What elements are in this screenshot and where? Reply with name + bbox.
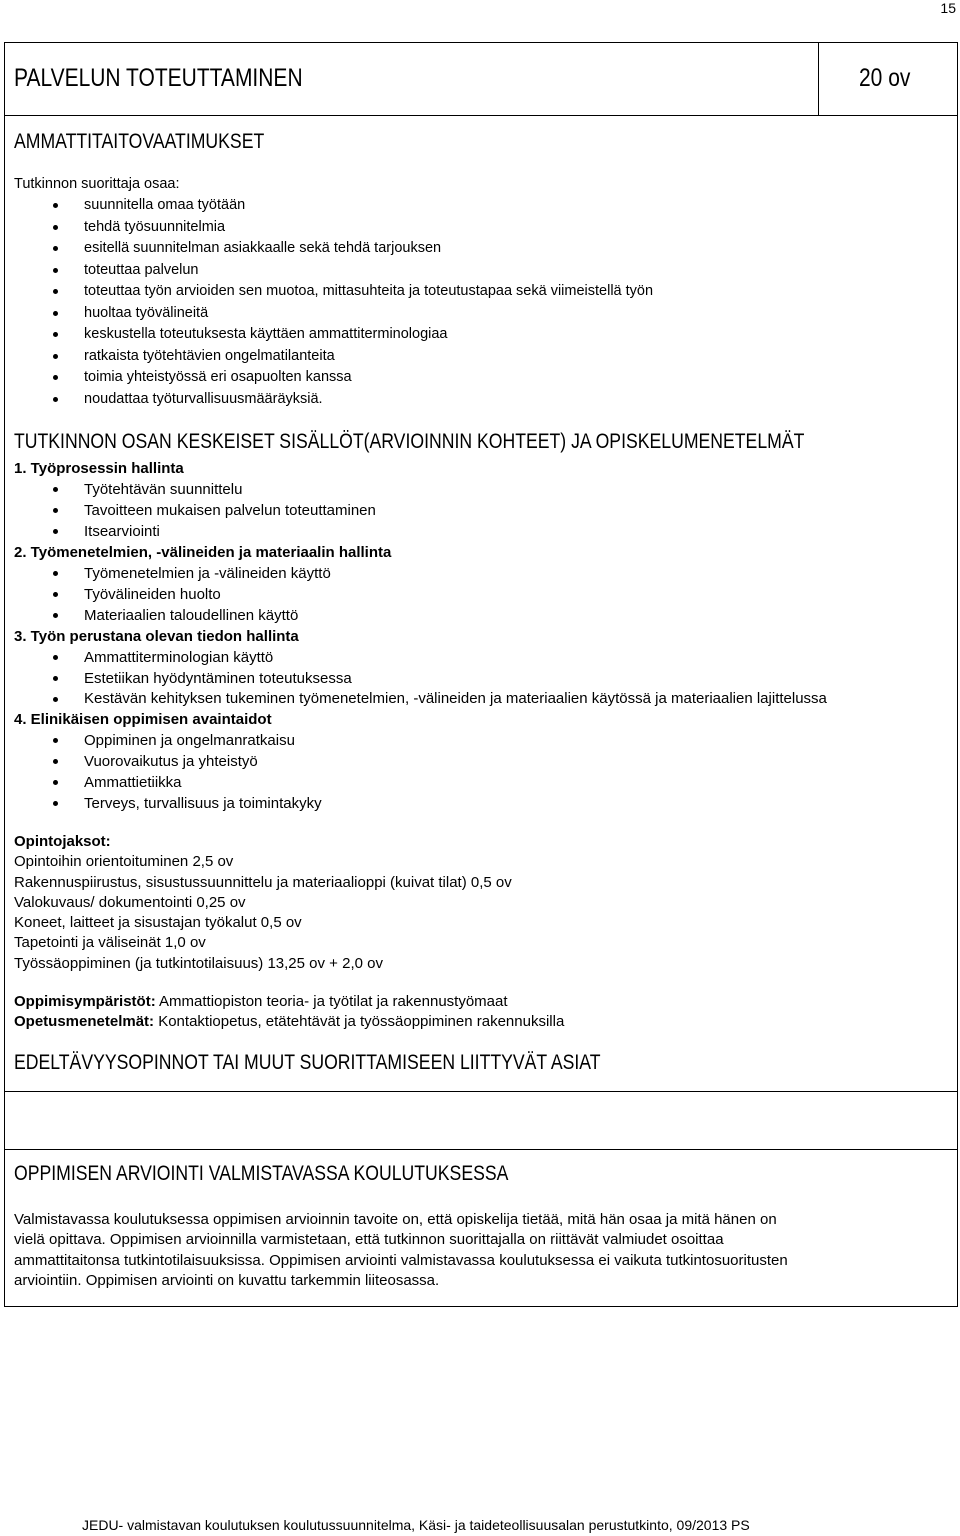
module-table: [4, 42, 958, 1307]
list-item: noudattaa työturvallisuusmääräyksiä.: [14, 389, 948, 411]
study-unit-line: Tapetointi ja väliseinät 1,0 ov: [14, 934, 206, 952]
content-group-list: [14, 647, 948, 709]
list-item: Oppiminen ja ongelmanratkaisu: [14, 730, 948, 751]
list-item: Tavoitteen mukaisen palvelun toteuttaminen: [14, 500, 948, 521]
study-units-label: Opintojaksot:: [14, 833, 111, 850]
methods-label: Opetusmenetelmät:: [14, 1013, 155, 1031]
content-group-title: 2. Työmenetelmien, -välineiden ja materiaalin hallinta: [14, 544, 392, 561]
learning-info: [14, 992, 948, 1033]
list-item: ratkaista työtehtävien ongelmatilanteita: [14, 346, 948, 368]
learning-environments: [14, 992, 948, 1012]
list-item: huoltaa työvälineitä: [14, 303, 948, 325]
list-item: Vuorovaikutus ja yhteistyö: [14, 751, 948, 772]
list-item: toteuttaa palvelun: [14, 260, 948, 282]
study-unit-line: Rakennuspiirustus, sisustussuunnittelu ja materiaalioppi (kuivat tilat) 0,5 ov: [14, 873, 512, 891]
prerequisites-heading: EDELTÄVYYSOPINNOT TAI MUUT SUORITTAMISEEN LIITTYVÄT ASIAT: [14, 1050, 601, 1074]
study-unit-line: Koneet, laitteet ja sisustajan työkalut 0,5 ov: [14, 914, 302, 932]
requirements-lead: Tutkinnon suorittaja osaa:: [14, 176, 180, 192]
content-group-list: [14, 563, 948, 626]
list-item: Ammattietiikka: [14, 772, 948, 793]
content-group-list: [14, 479, 948, 542]
page-footer: JEDU- valmistavan koulutuksen koulutussuunnitelma, Käsi- ja taideteollisuusalan perustutkinto, 09/2013 PS: [82, 1517, 750, 1533]
list-item: Itsearviointi: [14, 521, 948, 542]
evaluation-line: Valmistavassa koulutuksessa oppimisen arvioinnin tavoite on, että opiskelija tietää, mitä hän osaa ja mitä hänen on: [14, 1210, 777, 1228]
credits-cell: [818, 43, 957, 115]
list-item: Estetiikan hyödyntäminen toteutuksessa: [14, 668, 948, 689]
evaluation-heading-wrap: [14, 1160, 948, 1188]
study-unit-line: Työssäoppiminen (ja tutkintotilaisuus) 13,25 ov + 2,0 ov: [14, 954, 383, 972]
contents-heading: TUTKINNON OSAN KESKEISET SISÄLLÖT(ARVIOINNIN KOHTEET) JA OPISKELUMENETELMÄT: [14, 430, 805, 453]
requirements-heading-wrap: [14, 128, 948, 156]
study-unit-line: Opintoihin orientoituminen 2,5 ov: [14, 853, 234, 871]
prerequisites-content-cell: [5, 1092, 957, 1150]
module-title-cell: [5, 43, 818, 115]
list-item: tehdä työsuunnitelmia: [14, 217, 948, 239]
evaluation-text: [14, 1210, 948, 1292]
list-item: Kestävän kehityksen tukeminen työmenetelmien, -välineiden ja materiaalien käytössä ja materiaalien lajittelussa: [14, 689, 948, 709]
evaluation-line: vielä opittava. Oppimisen arvioinnilla varmistetaan, että tutkinnon suorittajalla on riittävät valmiudet osoittaa: [14, 1231, 724, 1249]
list-item: toteuttaa työn arvioiden sen muotoa, mittasuhteita ja toteutustapaa sekä viimeistellä työn: [14, 281, 948, 303]
content-group-title: 3. Työn perustana olevan tiedon hallinta: [14, 628, 299, 645]
prerequisites-heading-wrap: [14, 1049, 948, 1077]
environments-label: Oppimisympäristöt:: [14, 993, 156, 1011]
content-group-title: 1. Työprosessin hallinta: [14, 460, 184, 477]
content-group-title: 4. Elinikäisen oppimisen avaintaidot: [14, 711, 272, 728]
evaluation-line: ammattitaitonsa tutkintotilaisuuksissa. Oppimisen arviointi valmistavassa koulutuksessa ei vaikuta tutkintosuoritusten: [14, 1251, 788, 1269]
list-item: Työmenetelmien ja -välineiden käyttö: [14, 563, 948, 584]
evaluation-line: arviointiin. Oppimisen arviointi on kuvattu tarkemmin liiteosassa.: [14, 1272, 440, 1290]
contents-heading-wrap: [14, 428, 948, 456]
list-item: suunnitella omaa työtään: [14, 195, 948, 217]
list-item: keskustella toteutuksesta käyttäen ammattiterminologiaa: [14, 324, 948, 346]
main-content-cell: [5, 116, 957, 1092]
requirements-list: [14, 195, 948, 410]
requirements-heading: AMMATTITAITOVAATIMUKSET: [14, 130, 265, 153]
teaching-methods: [14, 1012, 948, 1032]
list-item: Työvälineiden huolto: [14, 584, 948, 605]
environments-text: Ammattiopiston teoria- ja työtilat ja rakennustyömaat: [155, 993, 508, 1011]
list-item: Terveys, turvallisuus ja toimintakyky: [14, 793, 948, 814]
module-title: PALVELUN TOTEUTTAMINEN: [14, 64, 303, 92]
evaluation-cell: [5, 1150, 957, 1306]
module-credits: 20 ov: [859, 64, 911, 92]
list-item: esitellä suunnitelman asiakkaalle sekä tehdä tarjouksen: [14, 238, 948, 260]
list-item: toimia yhteistyössä eri osapuolten kanssa: [14, 367, 948, 389]
evaluation-heading: OPPIMISEN ARVIOINTI VALMISTAVASSA KOULUTUKSESSA: [14, 1161, 509, 1185]
study-units: [14, 832, 948, 974]
list-item: Materiaalien taloudellinen käyttö: [14, 605, 948, 626]
title-row: [5, 43, 957, 116]
page-number: 15: [940, 0, 956, 16]
methods-text: Kontaktiopetus, etätehtävät ja työssäoppiminen rakennuksilla: [154, 1013, 565, 1031]
study-unit-line: Valokuvaus/ dokumentointi 0,25 ov: [14, 893, 246, 911]
list-item: Ammattiterminologian käyttö: [14, 647, 948, 668]
content-group-list: [14, 730, 948, 814]
list-item: Työtehtävän suunnittelu: [14, 479, 948, 500]
